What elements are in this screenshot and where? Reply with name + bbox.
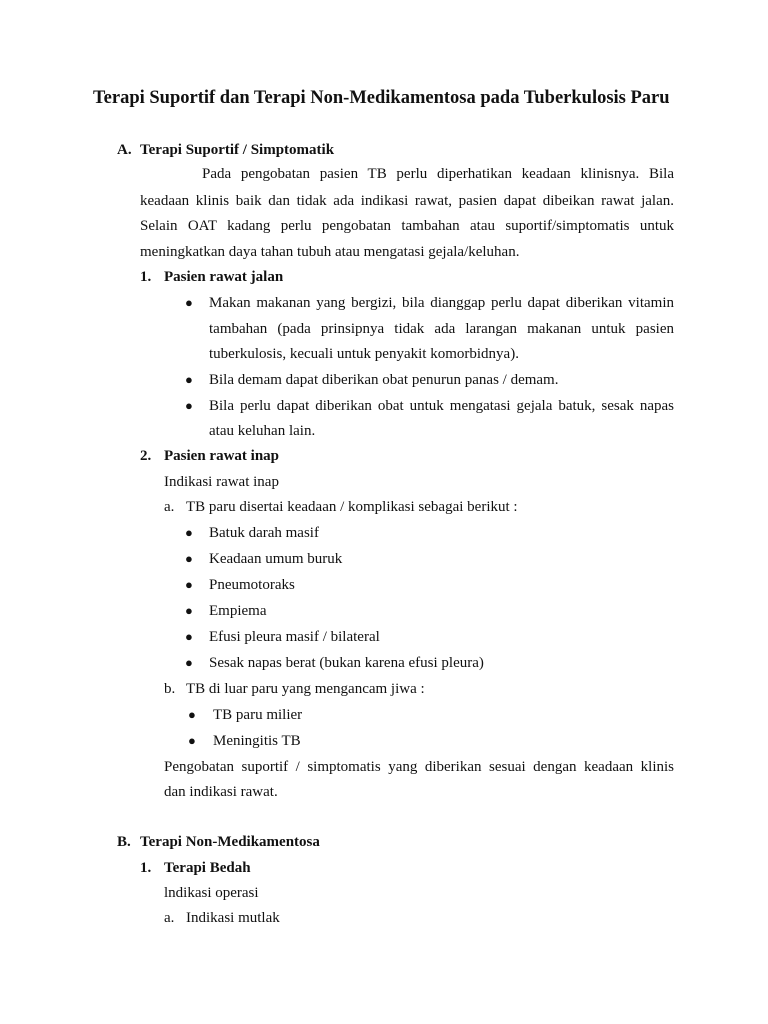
list-item: Bila perlu dapat diberikan obat untuk mengatasi gejala batuk, sesak napas [209, 398, 674, 414]
bullet-icon: ● [188, 707, 196, 722]
sub1-marker: 1. [140, 269, 152, 285]
sub2-a-text: TB paru disertai keadaan / komplikasi sebagai berikut : [186, 499, 518, 515]
section-a-marker: A. [117, 142, 132, 158]
list-item: Sesak napas berat (bukan karena efusi pleura) [209, 655, 484, 671]
bullet-icon: ● [185, 398, 193, 413]
b-sub1-a-marker: a. [164, 910, 175, 926]
bullet-icon: ● [185, 655, 193, 670]
b-sub1-intro: lndikasi operasi [164, 885, 259, 901]
b-sub1-marker: 1. [140, 860, 152, 876]
section-a-para-line: meningkatkan daya tahan tubuh atau mengatasi gejala/keluhan. [140, 244, 520, 260]
section-a-heading: Terapi Suportif / Simptomatik [140, 142, 335, 158]
section-b-heading: Terapi Non-Medikamentosa [140, 834, 320, 850]
list-item: Batuk darah masif [209, 525, 319, 541]
list-item: Keadaan umum buruk [209, 551, 343, 567]
sub2-heading: Pasien rawat inap [164, 448, 280, 464]
list-item: Efusi pleura masif / bilateral [209, 629, 380, 645]
bullet-icon: ● [188, 733, 196, 748]
closing-line: dan indikasi rawat. [164, 784, 278, 800]
list-item: tuberkulosis, kecuali untuk penyakit komorbidnya). [209, 346, 519, 362]
b-sub1-heading: Terapi Bedah [164, 860, 251, 876]
sub2-marker: 2. [140, 448, 152, 464]
sub2-b-text: TB di luar paru yang mengancam jiwa : [186, 681, 425, 697]
list-item: TB paru milier [213, 707, 303, 723]
section-a-para-line: keadaan klinis baik dan tidak ada indikasi rawat, pasien dapat dibeikan rawat jalan. [140, 193, 674, 209]
page-title: Terapi Suportif dan Terapi Non-Medikamentosa pada Tuberkulosis Paru [93, 88, 670, 108]
section-b-marker: B. [117, 834, 131, 850]
bullet-icon: ● [185, 372, 193, 387]
sub2-b-marker: b. [164, 681, 176, 697]
closing-line: Pengobatan suportif / simptomatis yang diberikan sesuai dengan keadaan klinis [164, 759, 674, 775]
bullet-icon: ● [185, 629, 193, 644]
sub1-heading: Pasien rawat jalan [164, 269, 284, 285]
b-sub1-a-text: Indikasi mutlak [186, 910, 280, 926]
sub2-a-marker: a. [164, 499, 175, 515]
section-a-para-line: Selain OAT kadang perlu pengobatan tambahan atau suportif/simptomatis untuk [140, 218, 674, 234]
list-item: Meningitis TB [213, 733, 301, 749]
list-item: Pneumotoraks [209, 577, 295, 593]
sub2-intro: Indikasi rawat inap [164, 474, 279, 490]
bullet-icon: ● [185, 295, 193, 310]
bullet-icon: ● [185, 603, 193, 618]
bullet-icon: ● [185, 525, 193, 540]
list-item: tambahan (pada prinsipnya tidak ada larangan makanan untuk pasien [209, 321, 674, 337]
section-a-para-line: Pada pengobatan pasien TB perlu diperhatikan keadaan klinisnya. Bila [202, 166, 674, 182]
list-item: Bila demam dapat diberikan obat penurun panas / demam. [209, 372, 559, 388]
list-item: Empiema [209, 603, 267, 619]
list-item: atau keluhan lain. [209, 423, 316, 439]
bullet-icon: ● [185, 551, 193, 566]
bullet-icon: ● [185, 577, 193, 592]
list-item: Makan makanan yang bergizi, bila dianggap perlu dapat diberikan vitamin [209, 295, 674, 311]
